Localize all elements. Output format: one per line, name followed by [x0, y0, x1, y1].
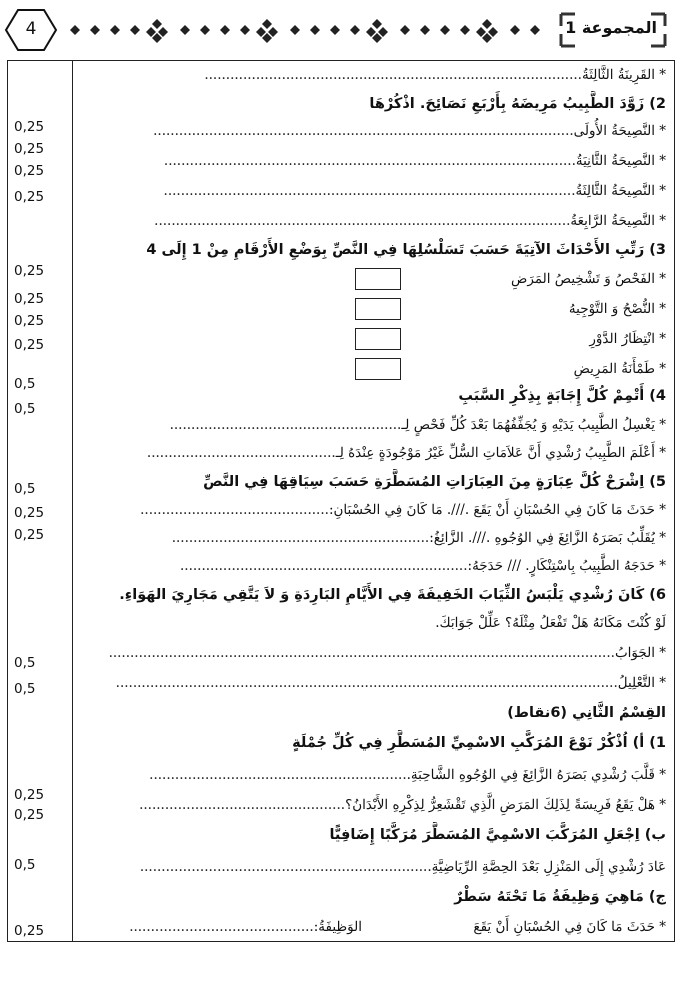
- score-value: 0,25: [14, 923, 45, 939]
- row-text: عَادَ رُشْدِي إِلَى المَنْزِلِ بَعْدَ الحِصَّةِ الرِّيَاضِيَّةِ.: [427, 859, 666, 875]
- answer-dots: ............................................: [140, 502, 329, 518]
- answer-line[interactable]: [76, 178, 666, 204]
- section-title: [76, 700, 666, 726]
- function-answer-line[interactable]: [82, 914, 362, 940]
- row-text: * النَّصِيحَةُ الأُولَى: [573, 123, 666, 139]
- score-value: 0,25: [14, 141, 45, 157]
- row-text: 1) أ) اُذْكُرْ نَوْعَ المُرَكَّبِ الاسْمِيِّ المُسَطَّرِ فِي كُلِّ جُمْلَةٍ: [292, 735, 666, 751]
- row-text: لَوْ كُنْتَ مَكَانَهُ هَلْ تَفْعَلُ مِثْلَهُ؟ عَلِّلْ جَوَابَكَ.: [435, 615, 666, 631]
- row-text: 3) رَتِّبِ الأَحْدَاثَ الآتِيَةَ حَسَبَ تَسَلْسُلِهَا فِي النَّصِّ بِوَضْعِ الأَرْقَامِ مِنْ 1 إِلَى 4: [146, 242, 666, 258]
- row-text: * قَلَّبَ رُشْدِي بَصَرَهُ الزَّائِغَ فِي الوُجُوهِ الشَّاحِبَةِ.: [406, 767, 666, 783]
- page-number-badge: [4, 8, 58, 52]
- row-text: * انْتِظَارُ الدَّوْرِ: [589, 331, 666, 347]
- row-text: * أَعْلَمَ الطَّبِيبُ رُشْدِي أَنَّ عَلاَمَاتِ السُّلِّ غَيْرُ مَوْجُودَةٍ عِنْدَهُ لِـ: [335, 445, 666, 461]
- score-value: 0,25: [14, 505, 45, 521]
- answer-line[interactable]: [76, 118, 666, 144]
- page-number: 4: [25, 19, 37, 39]
- row-text: * طَمْأَنَةُ المَرِيضِ: [573, 361, 666, 377]
- answer-line[interactable]: [76, 412, 666, 438]
- question-heading: [76, 582, 666, 608]
- score-value: 0,25: [14, 263, 45, 279]
- score-value: 0,25: [14, 189, 45, 205]
- order-number-box[interactable]: [355, 298, 401, 320]
- score-column-divider: [72, 60, 73, 942]
- score-value: 0,5: [14, 655, 36, 671]
- score-value: 0,25: [14, 527, 45, 543]
- answer-line[interactable]: [76, 525, 666, 551]
- answer-line[interactable]: [76, 148, 666, 174]
- question-heading: [76, 237, 666, 263]
- row-text: * يَغْسِلُ الطَّبِيبُ يَدَيْهِ وَ يُجَفِّفُهُمَا بَعْدَ كُلِّ فَحْصٍ لِـ: [401, 417, 666, 433]
- score-value: 0,25: [14, 119, 45, 135]
- answer-dots: ......................................................: [169, 417, 402, 433]
- row-text: * النُّصْحُ وَ التَّوْجِيهُ: [568, 301, 666, 317]
- question-heading: [76, 383, 666, 409]
- question-heading: [76, 822, 666, 848]
- answer-dots: ..................................................................................................: [153, 123, 574, 139]
- row-text: * التَّعْلِيلُ: [617, 675, 666, 691]
- row-text: 5) اِشْرَحْ كُلَّ عِبَارَةٍ مِنَ العِبَارَاتِ المُسَطَّرَةِ حَسَبَ سِيَاقِهَا فِي النَّصِّ: [203, 474, 666, 490]
- question-heading: [76, 730, 666, 756]
- row-text: 2) زَوَّدَ الطَّبِيبُ مَرِيضَهُ بِأَرْبَعِ نَصَائِحَ. اذْكُرْهَا: [369, 96, 666, 112]
- row-text: * النَّصِيحَةُ الثَّانِيَةُ: [575, 153, 666, 169]
- group-label: المجموعة 1: [565, 18, 657, 37]
- question-heading: [76, 91, 666, 117]
- row-text: * القَرِينَةُ الثَّالِثَةُ: [581, 67, 666, 83]
- function-label: الوَظِيفَةُ:: [313, 919, 362, 935]
- score-value: 0,25: [14, 313, 45, 329]
- answer-line[interactable]: [76, 553, 666, 579]
- answer-dots: ...................................................................: [180, 558, 468, 574]
- answer-dots: ................................................................................................: [163, 153, 576, 169]
- answer-dots: ........................................................................................: [204, 67, 582, 83]
- answer-line[interactable]: [366, 914, 666, 940]
- row-text: * حَدَثَ مَا كَانَ فِي الحُسْبَانِ أَنْ يَقَعَ: [473, 919, 666, 935]
- answer-dots: ...........................................: [129, 919, 314, 935]
- answer-dots: ............................................................: [171, 530, 430, 546]
- question-heading: [76, 884, 666, 910]
- score-value: 0,25: [14, 787, 45, 803]
- answer-line[interactable]: [76, 762, 666, 788]
- score-value: 0,25: [14, 337, 45, 353]
- row-text: * النَّصِيحَةُ الثَّالِثَةُ: [575, 183, 666, 199]
- answer-line[interactable]: [76, 670, 666, 696]
- answer-line[interactable]: [76, 640, 666, 666]
- row-text: * حَدَثَ مَا كَانَ فِي الحُسْبَانِ أَنْ يَقَعَ .///. مَا كَانَ فِي الحُسْبَانِ:: [328, 502, 666, 518]
- answer-dots: ...................................................................: [139, 859, 428, 875]
- row-text: * حَدَجَهُ الطَّبِيبُ بِاسْتِنْكَارٍ. /// حَدَجَهُ:: [467, 558, 666, 574]
- answer-dots: .....................................................................................................................: [115, 675, 618, 691]
- score-value: 0,5: [14, 481, 36, 497]
- row-text: * الفَحْصُ وَ تَشْخِيصُ المَرَضِ: [511, 271, 666, 287]
- row-text: ب) اِجْعَلِ المُرَكَّبَ الاسْمِيَّ المُسَطَّرَ مُرَكَّبًا إِضَافِيًّا: [329, 827, 666, 843]
- answer-dots: ......................................................................................................................: [108, 645, 615, 661]
- row-text: القِسْمُ الثَّانِي (6نقاط): [507, 705, 666, 721]
- score-value: 0,5: [14, 857, 36, 873]
- row-text: * هَلْ يَقَعُ فَرِيسَةً لِذَلِكَ المَرَضِ الَّذِي تَقْشَعِرُّ لِذِكْرِهِ الأَبْدَانُ؟: [345, 797, 666, 813]
- order-number-box[interactable]: [355, 328, 401, 350]
- order-number-box[interactable]: [355, 268, 401, 290]
- diamond-ornament-row: [64, 16, 552, 44]
- question-heading: [76, 469, 666, 495]
- answer-line[interactable]: [76, 497, 666, 523]
- question-prompt: [76, 610, 666, 636]
- score-value: 0,5: [14, 376, 36, 392]
- answer-line[interactable]: [76, 854, 666, 880]
- row-text: 6) كَانَ رُشْدِي يَلْبَسُ الثِّيَابَ الخَفِيفَةَ فِي الأَيَّامِ البَارِدَةِ وَ لاَ يَتَّقِي مَجَارِيَ الهَوَاءِ.: [119, 587, 666, 603]
- answer-line[interactable]: [76, 208, 666, 234]
- answer-line[interactable]: [76, 62, 666, 88]
- row-text: * النَّصِيحَةُ الرَّابِعَةُ: [570, 213, 666, 229]
- row-text: * الجَوَابُ: [614, 645, 666, 661]
- row-text: ج) مَاهِيَ وَظِيفَةُ مَا تَحْتَهُ سَطْرٌ: [454, 889, 666, 905]
- score-value: 0,25: [14, 291, 45, 307]
- score-value: 0,5: [14, 681, 36, 697]
- answer-dots: ............................................: [146, 445, 336, 461]
- page-header: [0, 0, 689, 60]
- group-label-box: [559, 12, 667, 48]
- score-value: 0,5: [14, 401, 36, 417]
- score-value: 0,25: [14, 163, 45, 179]
- answer-line[interactable]: [76, 792, 666, 818]
- answer-line[interactable]: [76, 440, 666, 466]
- order-number-box[interactable]: [355, 358, 401, 380]
- answer-dots: .................................................................................................: [154, 213, 571, 229]
- answer-dots: ................................................: [139, 797, 346, 813]
- row-text: * يُقَلِّبُ بَصَرَهُ الزَّائِغَ فِي الوُجُوهِ .///. الزَّائِغُ:: [429, 530, 666, 546]
- answer-dots: ................................................................................................: [163, 183, 576, 199]
- score-value: 0,25: [14, 807, 45, 823]
- row-text: 4) أَتْمِمْ كُلَّ إِجَابَةٍ بِذِكْرِ السَّبَبِ: [458, 388, 666, 404]
- answer-dots: ............................................................: [149, 767, 407, 783]
